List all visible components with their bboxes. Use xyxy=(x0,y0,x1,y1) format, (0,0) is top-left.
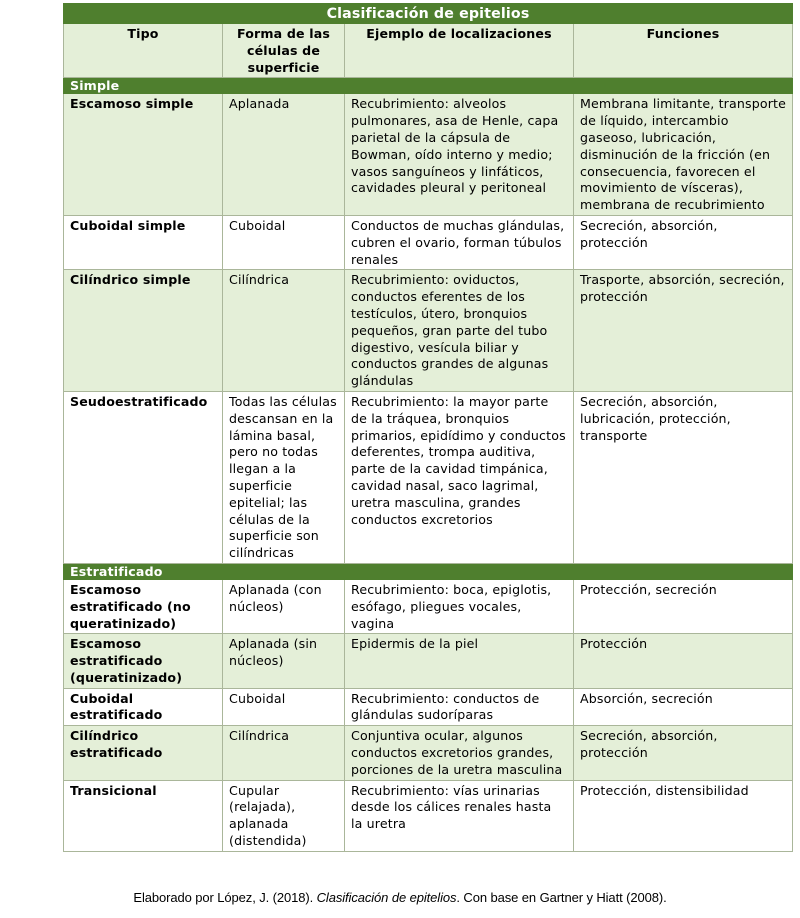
table-title: Clasificación de epitelios xyxy=(64,4,793,24)
header-tipo: Tipo xyxy=(64,24,223,78)
cell-funciones: Secreción, absorción, lubricación, protección, transporte xyxy=(574,391,793,563)
caption-work-title: Clasificación de epitelios xyxy=(316,890,457,905)
cell-forma: Aplanada xyxy=(223,94,345,216)
cell-forma: Aplanada (sin núcleos) xyxy=(223,634,345,688)
cell-funciones: Secreción, absorción, protección xyxy=(574,726,793,780)
cell-funciones: Membrana limitante, transporte de líquido, intercambio gaseoso, lubricación, disminución de la fricción (en consecuencia, favorecen el movimiento de vísceras), membrana de recubrimiento xyxy=(574,94,793,216)
cell-forma: Aplanada (con núcleos) xyxy=(223,579,345,633)
cell-tipo: Escamoso estratificado (queratinizado) xyxy=(64,634,223,688)
section-label-simple: Simple xyxy=(64,78,793,94)
cell-ejemplo: Recubrimiento: alveolos pulmonares, asa de Henle, capa parietal de la cápsula de Bowman, oído interno y medio; vasos sanguíneos y linfáticos, cavidades pleural y peritoneal xyxy=(345,94,574,216)
cell-forma: Cilíndrica xyxy=(223,726,345,780)
table-row xyxy=(64,688,793,726)
header-funciones: Funciones xyxy=(574,24,793,78)
source-caption xyxy=(0,890,800,905)
cell-ejemplo: Conjuntiva ocular, algunos conductos excretorios grandes, porciones de la uretra masculina xyxy=(345,726,574,780)
cell-funciones: Protección, distensibilidad xyxy=(574,780,793,851)
cell-forma: Cilíndrica xyxy=(223,270,345,392)
epithelia-table xyxy=(63,3,793,852)
caption-text-end: . Con base en Gartner y Hiatt (2008). xyxy=(456,890,667,905)
cell-ejemplo: Recubrimiento: vías urinarias desde los cálices renales hasta la uretra xyxy=(345,780,574,851)
table-row xyxy=(64,391,793,563)
cell-ejemplo: Recubrimiento: la mayor parte de la tráquea, bronquios primarios, epidídimo y conductos deferentes, trompa auditiva, parte de la cavidad timpánica, cavidad nasal, saco lagrimal, uretra masculina, grandes conductos excretorios xyxy=(345,391,574,563)
cell-forma: Cupular (relajada), aplanada (distendida) xyxy=(223,780,345,851)
cell-tipo: Cilíndrico simple xyxy=(64,270,223,392)
caption-text: Elaborado por López, J. (2018). xyxy=(133,890,317,905)
cell-ejemplo: Recubrimiento: conductos de glándulas sudoríparas xyxy=(345,688,574,726)
header-ejemplo: Ejemplo de localizaciones xyxy=(345,24,574,78)
table-row xyxy=(64,579,793,633)
cell-ejemplo: Epidermis de la piel xyxy=(345,634,574,688)
cell-funciones: Protección, secreción xyxy=(574,579,793,633)
cell-tipo: Cilíndrico estratificado xyxy=(64,726,223,780)
header-row xyxy=(64,24,793,78)
table-row xyxy=(64,780,793,851)
section-row-estratificado xyxy=(64,563,793,579)
cell-funciones: Trasporte, absorción, secreción, protección xyxy=(574,270,793,392)
cell-funciones: Protección xyxy=(574,634,793,688)
cell-forma: Todas las células descansan en la lámina basal, pero no todas llegan a la superficie epitelial; las células de la superficie son cilíndricas xyxy=(223,391,345,563)
cell-tipo: Cuboidal simple xyxy=(64,215,223,269)
cell-forma: Cuboidal xyxy=(223,688,345,726)
section-row-simple xyxy=(64,78,793,94)
cell-ejemplo: Recubrimiento: oviductos, conductos eferentes de los testículos, útero, bronquios pequeños, gran parte del tubo digestivo, vesícula biliar y conductos grandes de algunas glándulas xyxy=(345,270,574,392)
cell-tipo: Escamoso estratificado (no queratinizado) xyxy=(64,579,223,633)
cell-tipo: Escamoso simple xyxy=(64,94,223,216)
cell-ejemplo: Recubrimiento: boca, epiglotis, esófago, pliegues vocales, vagina xyxy=(345,579,574,633)
header-forma: Forma de las células de superficie xyxy=(223,24,345,78)
cell-tipo: Transicional xyxy=(64,780,223,851)
cell-funciones: Absorción, secreción xyxy=(574,688,793,726)
cell-tipo: Seudoestratificado xyxy=(64,391,223,563)
table-row xyxy=(64,634,793,688)
cell-tipo: Cuboidal estratificado xyxy=(64,688,223,726)
title-row xyxy=(64,4,793,24)
table-row xyxy=(64,94,793,216)
table-row xyxy=(64,270,793,392)
cell-forma: Cuboidal xyxy=(223,215,345,269)
table-row xyxy=(64,215,793,269)
cell-ejemplo: Conductos de muchas glándulas, cubren el ovario, forman túbulos renales xyxy=(345,215,574,269)
table-row xyxy=(64,726,793,780)
cell-funciones: Secreción, absorción, protección xyxy=(574,215,793,269)
section-label-estratificado: Estratificado xyxy=(64,563,793,579)
